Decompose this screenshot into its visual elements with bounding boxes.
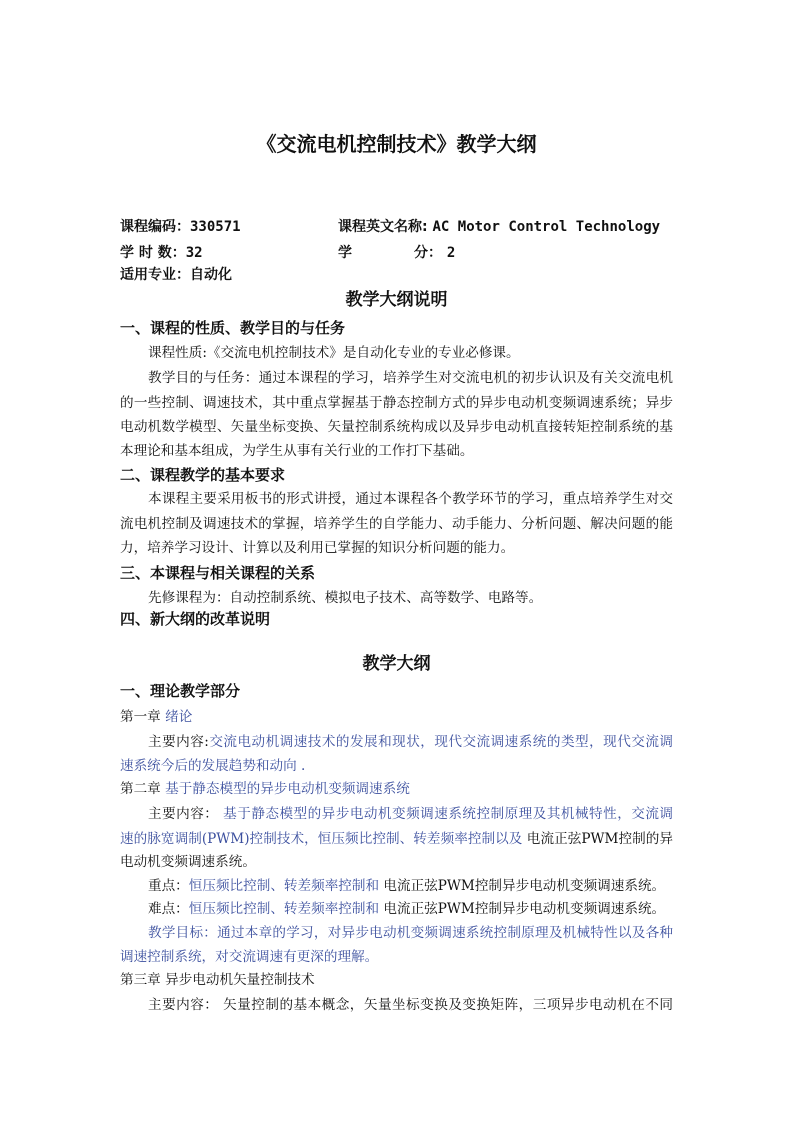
text-line bbox=[120, 512, 673, 536]
course-credit bbox=[338, 242, 455, 264]
text-segment: 本理论和基本组成，为学生从事有关行业的工作打下基础。 bbox=[120, 443, 474, 459]
text-line bbox=[120, 945, 673, 969]
text-line bbox=[148, 730, 673, 754]
section-heading bbox=[120, 607, 673, 631]
major-label: 适用专业： bbox=[120, 267, 190, 283]
section-heading bbox=[120, 561, 673, 585]
credit-label-2: 分： bbox=[414, 245, 442, 261]
text-line bbox=[120, 536, 673, 560]
english-name-value: AC Motor Control Technology bbox=[432, 219, 661, 235]
text-segment: 课程性质:《交流电机控制技术》是自动化专业的专业必修课。 bbox=[148, 345, 520, 361]
hours-value: 32 bbox=[185, 245, 203, 261]
text-segment: 力，培养学习设计、计算以及利用已掌握的知识分析问题的能力。 bbox=[120, 540, 515, 556]
text-segment: 电流正弦PWM控制的异 bbox=[526, 831, 673, 847]
text-segment: 电流正弦PWM控制异步电动机变频调速系统。 bbox=[379, 901, 666, 917]
course-english-name bbox=[338, 216, 660, 238]
course-hours bbox=[120, 242, 203, 264]
highlighted-text: 教学目标：通过本章的学习，对异步电动机变频调速系统控制原理及机械特性以及各种 bbox=[148, 925, 673, 941]
highlighted-text: 调速控制系统，对交流调速有更深的理解。 bbox=[120, 949, 379, 965]
text-line bbox=[148, 897, 673, 921]
text-segment: 一、理论教学部分 bbox=[120, 682, 241, 700]
text-segment: 流电机控制及调速技术的掌握，培养学生的自学能力、动手能力、分析问题、解决问题的能 bbox=[120, 516, 673, 532]
course-code-value: 330571 bbox=[190, 219, 241, 235]
text-segment: 四、新大纲的改革说明 bbox=[120, 610, 271, 628]
text-line bbox=[120, 850, 673, 874]
text-segment: 第二章 bbox=[120, 781, 166, 797]
highlighted-text: 基于静态模型的异步电动机变频调速系统 bbox=[165, 781, 410, 797]
text-segment: 主要内容： 矢量控制的基本概念，矢量坐标变换及变换矩阵，三项异步电动机在不同 bbox=[148, 997, 673, 1013]
text-line bbox=[148, 341, 673, 365]
text-segment: 电动机变频调速系统。 bbox=[120, 854, 256, 870]
text-line bbox=[120, 439, 673, 463]
text-segment: 难点： bbox=[148, 901, 189, 917]
highlighted-text: 基于静态模型的异步电动机变频调速系统控制原理及其机械特性，交流调 bbox=[223, 806, 673, 822]
section-heading bbox=[0, 652, 793, 676]
text-line bbox=[148, 993, 673, 1017]
text-segment: 电动机数学模型、矢量坐标变换、矢量控制系统构成以及异步电动机直接转矩控制系统的基 bbox=[120, 419, 673, 435]
highlighted-text: 恒压频比控制、转差频率控制和 bbox=[188, 878, 380, 894]
credit-value: 2 bbox=[446, 245, 456, 261]
section-heading bbox=[120, 463, 673, 487]
text-line bbox=[120, 827, 673, 851]
hours-label: 学 时 数： bbox=[120, 245, 186, 261]
highlighted-text: 速系统今后的发展趋势和动向 . bbox=[120, 758, 306, 774]
text-segment: 教学大纲 bbox=[362, 654, 431, 674]
document-title: 《交流电机控制技术》教学大纲 bbox=[256, 132, 537, 156]
text-segment: 教学大纲说明 bbox=[345, 290, 448, 310]
highlighted-text: 交流电动机调速技术的发展和现状，现代交流调速系统的类型，现代交流调 bbox=[208, 734, 673, 750]
text-line bbox=[148, 874, 673, 898]
credit-label-1: 学 bbox=[338, 245, 352, 261]
text-segment: 第三章 异步电动机矢量控制技术 bbox=[120, 972, 315, 988]
text-line bbox=[120, 705, 673, 729]
highlighted-text: 恒压频比控制、转差频率控制和 bbox=[188, 901, 380, 917]
text-segment: 三、本课程与相关课程的关系 bbox=[120, 564, 316, 582]
text-line bbox=[148, 366, 673, 390]
text-line bbox=[148, 921, 673, 945]
text-segment: 主要内容： bbox=[148, 806, 224, 822]
applicable-major bbox=[120, 264, 232, 286]
english-name-label: 课程英文名称: bbox=[338, 219, 428, 235]
text-segment: 第一章 bbox=[120, 709, 166, 725]
course-code bbox=[120, 216, 241, 238]
text-line bbox=[120, 968, 673, 992]
text-line bbox=[120, 391, 673, 415]
course-code-label: 课程编码： bbox=[120, 219, 190, 235]
text-segment: 教学目的与任务：通过本课程的学习，培养学生对交流电机的初步认识及有关交流电机 bbox=[148, 370, 673, 386]
text-line bbox=[120, 777, 673, 801]
highlighted-text: 速的脉宽调制(PWM)控制技术，恒压频比控制、转差频率控制以及 bbox=[120, 831, 523, 847]
text-segment: 本课程主要采用板书的形式讲授，通过本课程各个教学环节的学习，重点培养学生对交 bbox=[148, 491, 673, 507]
major-value: 自动化 bbox=[190, 267, 232, 283]
section-heading bbox=[0, 288, 793, 312]
section-heading bbox=[120, 316, 673, 340]
text-line bbox=[148, 487, 673, 511]
text-segment: 主要内容: bbox=[148, 734, 209, 750]
highlighted-text: 绪论 bbox=[165, 709, 193, 725]
text-line bbox=[120, 754, 673, 778]
text-segment: 先修课程为：自动控制系统、模拟电子技术、高等数学、电路等。 bbox=[148, 590, 543, 606]
text-line bbox=[148, 802, 673, 826]
text-segment: 二、课程教学的基本要求 bbox=[120, 466, 286, 484]
text-segment: 的一些控制、调速技术，其中重点掌握基于静态控制方式的异步电动机变频调速系统；异步 bbox=[120, 395, 673, 411]
text-segment: 重点： bbox=[148, 878, 189, 894]
text-line bbox=[120, 415, 673, 439]
text-segment: 一、课程的性质、教学目的与任务 bbox=[120, 319, 346, 337]
section-heading bbox=[120, 679, 673, 703]
text-segment: 电流正弦PWM控制异步电动机变频调速系统。 bbox=[379, 878, 666, 894]
